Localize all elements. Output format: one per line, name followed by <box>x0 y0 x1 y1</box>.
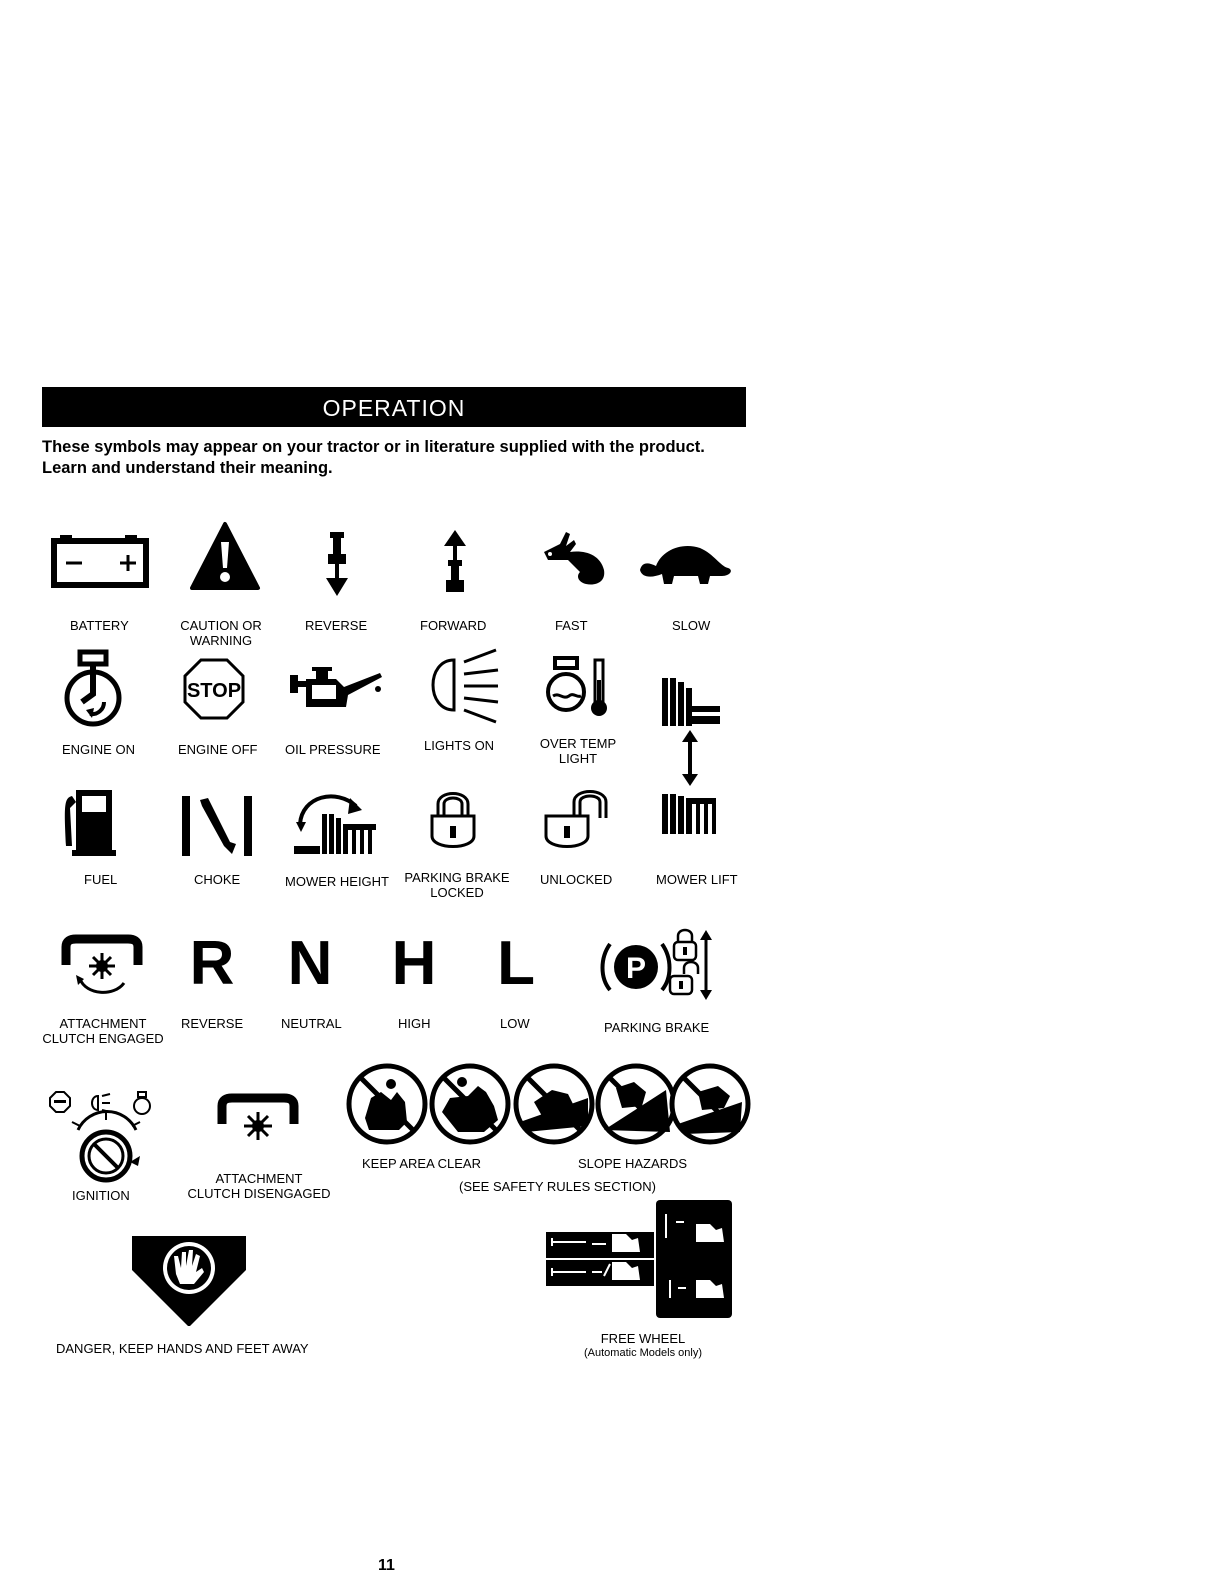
reverse-gear-letter: R <box>189 929 235 998</box>
reverse-arrow-icon <box>322 530 352 600</box>
padlock-locked-icon <box>428 786 478 852</box>
section-banner: OPERATION <box>42 387 746 427</box>
label-mower-lift: MOWER LIFT <box>656 872 738 887</box>
stop-octagon-icon <box>183 658 245 720</box>
label-unlocked: UNLOCKED <box>540 872 613 887</box>
label-see-safety-rules: (SEE SAFETY RULES SECTION) <box>459 1179 656 1194</box>
label-low: LOW <box>500 1016 530 1031</box>
warning-triangle-icon <box>190 522 260 590</box>
turtle-icon <box>638 538 734 588</box>
label-engine-on: ENGINE ON <box>62 742 135 757</box>
label-forward: FORWARD <box>420 618 487 633</box>
label-attachment-engaged: ATTACHMENT CLUTCH ENGAGED <box>42 1016 164 1046</box>
label-slow: SLOW <box>672 618 711 633</box>
stop-text: STOP <box>186 680 242 702</box>
slope-hazard-icon-3 <box>668 1062 752 1146</box>
label-parking-brake: PARKING BRAKE <box>604 1020 710 1035</box>
page-number: 11 <box>378 1557 395 1574</box>
parking-p-letter: P <box>625 952 647 985</box>
attachment-engaged-icon <box>60 935 146 1005</box>
free-wheel-diagram-icon <box>546 1198 736 1320</box>
label-keep-area-clear: KEEP AREA CLEAR <box>362 1156 481 1171</box>
label-fuel: FUEL <box>84 872 118 887</box>
padlock-unlocked-icon <box>544 786 614 852</box>
label-choke: CHOKE <box>194 872 241 887</box>
high-letter: H <box>391 929 437 998</box>
keep-area-clear-icon-2 <box>428 1062 512 1146</box>
intro-line-1: These symbols may appear on your tractor or in literature supplied with the product. <box>42 438 705 456</box>
attachment-disengaged-icon <box>216 1094 300 1154</box>
fuel-pump-icon <box>62 786 118 858</box>
label-oil-pressure: OIL PRESSURE <box>285 742 381 757</box>
label-high: HIGH <box>398 1016 431 1031</box>
label-ignition: IGNITION <box>72 1188 130 1203</box>
label-mower-height: MOWER HEIGHT <box>285 874 389 889</box>
low-letter: L <box>497 929 535 998</box>
label-attachment-disengaged: ATTACHMENT CLUTCH DISENGAGED <box>187 1171 331 1201</box>
headlight-icon <box>418 648 502 728</box>
forward-arrow-icon <box>440 528 470 598</box>
label-engine-off: ENGINE OFF <box>178 742 258 757</box>
mower-lift-icon <box>660 676 730 846</box>
slope-hazard-icon-1 <box>512 1062 596 1146</box>
battery-icon <box>50 527 150 587</box>
label-slope-hazards: SLOPE HAZARDS <box>578 1156 688 1171</box>
label-free-wheel: FREE WHEEL (Automatic Models only) <box>584 1331 702 1359</box>
label-parking-brake-locked: PARKING BRAKE LOCKED <box>404 870 510 900</box>
oil-can-icon <box>288 665 388 715</box>
label-lights-on: LIGHTS ON <box>424 738 495 753</box>
engine-on-icon <box>60 650 126 730</box>
rabbit-icon <box>540 530 610 590</box>
label-reverse-gear: REVERSE <box>181 1016 244 1031</box>
danger-hands-icon <box>128 1234 250 1330</box>
label-battery: BATTERY <box>70 618 129 633</box>
label-danger: DANGER, KEEP HANDS AND FEET AWAY <box>56 1341 309 1356</box>
label-fast: FAST <box>555 618 588 633</box>
over-temp-icon <box>545 656 615 720</box>
neutral-letter: N <box>287 929 333 998</box>
mower-height-icon <box>292 784 378 860</box>
intro-text <box>42 437 762 479</box>
keep-area-clear-icon-1 <box>345 1062 429 1146</box>
parking-brake-icon <box>600 928 720 1004</box>
intro-line-2: Learn and understand their meaning. <box>42 459 333 477</box>
label-reverse: REVERSE <box>305 618 368 633</box>
ignition-switch-icon <box>44 1086 162 1186</box>
label-caution: CAUTION OR WARNING <box>180 618 262 648</box>
label-neutral: NEUTRAL <box>281 1016 342 1031</box>
choke-icon <box>180 792 260 858</box>
label-over-temp: OVER TEMP LIGHT <box>539 736 617 766</box>
slope-hazard-icon-2 <box>594 1062 678 1146</box>
